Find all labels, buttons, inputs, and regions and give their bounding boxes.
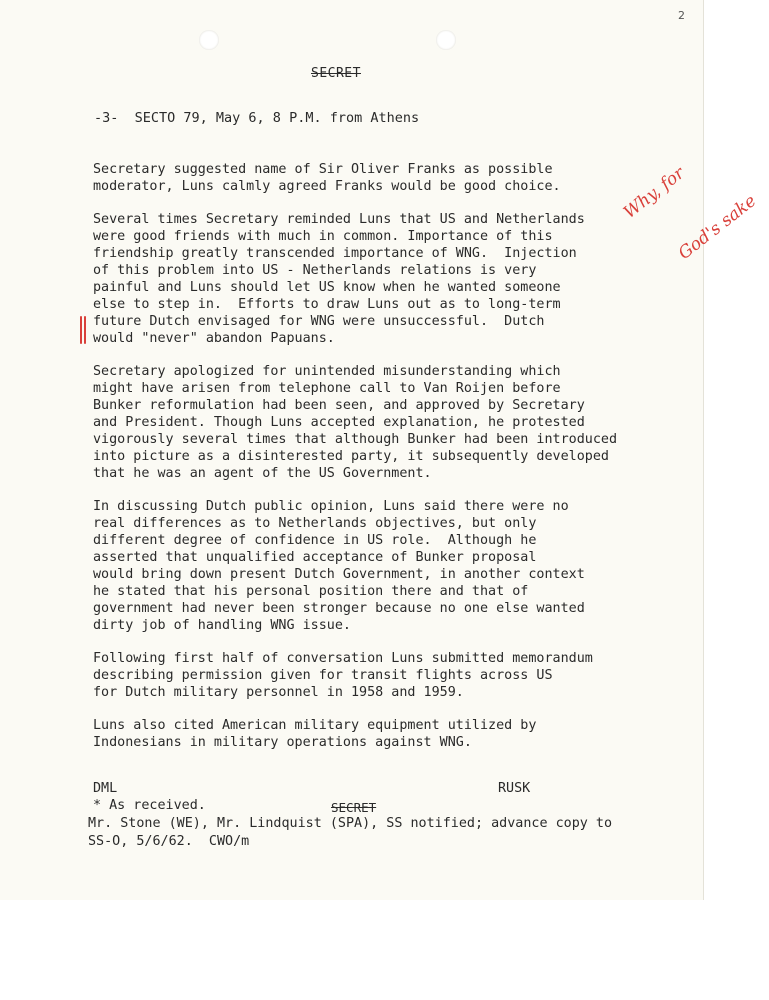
classification-bottom: SECRET: [331, 800, 377, 815]
handwritten-line-1: Why, for: [619, 163, 689, 223]
paragraph: Secretary apologized for unintended misunderstanding which might have arisen from telephone call to Van Roijen before Bunker reformulation had been seen, and approved by Secretary and President. Though Luns accepted explanation, he protested vigorously several times that although Bunker had been introduced into picture as a disinterested party, it subsequently developed that he was an agent of the US Government.: [93, 364, 618, 481]
telegram-header: -3- SECTO 79, May 6, 8 P.M. from Athens: [94, 110, 420, 126]
page-number: 2: [678, 9, 685, 22]
paragraph: Secretary suggested name of Sir Oliver Franks as possible moderator, Luns calmly agreed Franks would be good choice.: [93, 162, 561, 194]
drafter-initials: DML: [93, 781, 118, 796]
handwritten-line-2: God's sake: [674, 191, 761, 264]
signer-name: RUSK: [498, 781, 531, 796]
distribution-list: Mr. Stone (WE), Mr. Lindquist (SPA), SS notified; advance copy to SS-O, 5/6/62. CWO/m: [88, 816, 613, 849]
document-body: [93, 161, 673, 767]
as-received-note: * As received.: [93, 798, 206, 813]
punch-hole: [436, 30, 456, 50]
paragraph: Following first half of conversation Luns submitted memorandum describing permission given for transit flights across US for Dutch military personnel in 1958 and 1959.: [93, 651, 593, 700]
paragraph: In discussing Dutch public opinion, Luns said there were no real differences as to Netherlands objectives, but only different degree of confidence in US role. Although he asserted that unqualified acceptance of Bunker proposal would bring down present Dutch Government, in another context he stated that his personal position there and that of government had never been stronger because no one else wanted dirty job of handling WNG issue.: [93, 499, 585, 633]
margin-mark: [80, 316, 88, 344]
classification-top: SECRET: [311, 66, 361, 81]
paragraph: Several times Secretary reminded Luns that US and Netherlands were good friends with much in common. Importance of this friendship greatly transcended importance of WNG. Injection of this problem into US - Netherlands relations is very painful and Luns should let US know when he wanted someone else to step in. Efforts to draw Luns out as to long-term future Dutch envisaged for WNG were unsuccessful. Dutch would "never" abandon Papuans.: [93, 212, 585, 346]
paragraph: Luns also cited American military equipment utilized by Indonesians in military operations against WNG.: [93, 718, 537, 750]
punch-hole: [199, 30, 219, 50]
